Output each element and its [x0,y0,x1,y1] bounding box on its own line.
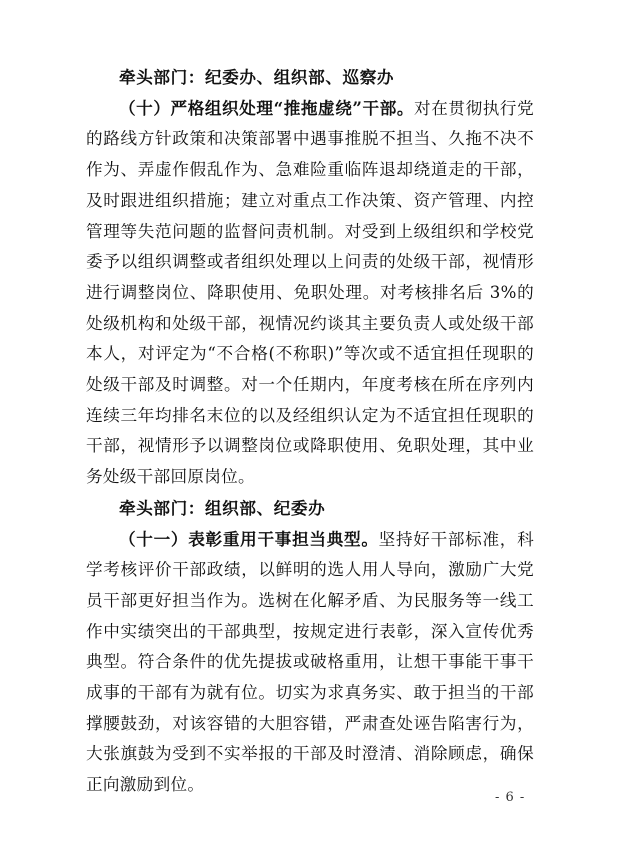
section-body-10: 对在贯彻执行党的路线方针政策和决策部署中遇事推脱不担当、久拖不决不作为、弄虚作假乱作为、急难险重临阵退却绕道走的干部，及时跟进组织措施；建立对重点工作决策、资产管理、内控管理等失范问题的监督问责机制。对受到上级组织和学校党委予以组织调整或者组织处理以上问责的处级干部，视情形进行调整岗位、降职使用、免职处理。对考核排名后 3%的处级机构和处级干部，视情况约谈其主要负责人或处级干部本人，对评定为“不合格(不称职)”等次或不适宜担任现职的处级干部及时调整。对一个任期内，年度考核在所在序列内连续三年均排名末位的以及经组织认定为不适宜担任现职的干部，视情形予以调整岗位或降职使用、免职处理，其中业务处级干部回原岗位。 [86,98,534,487]
paragraph-section-10 [86,93,534,493]
lead-department-line: 牵头部门：组织部、纪委办 [119,497,326,518]
lead-department-line: 牵头部门：纪委办、组织部、巡察办 [119,67,395,87]
document-body [86,62,534,801]
section-heading-10: （十）严格组织处理“推拖虚绕”干部。 [119,97,415,118]
section-heading-11: （十一）表彰重用干事担当典型。 [119,528,379,549]
section-body-11: 坚持好干部标准，科学考核评价干部政绩，以鲜明的选人用人导向，激励广大党员干部更好担当作为。选树在化解矛盾、为民服务等一线工作中实绩突出的干部典型，按规定进行表彰，深入宣传优秀典型。符合条件的优先提拔或破格重用，让想干事能干事干成事的干部有为就有位。切实为求真务实、敢于担当的干部撑腰鼓劲，对该容错的大胆容错，严肃查处诬告陷害行为，大张旗鼓为受到不实举报的干部及时澄清、消除顾虑，确保正向激励到位。 [86,529,535,795]
paragraph-section-11 [86,524,534,801]
page-number: - 6 - [495,790,526,805]
